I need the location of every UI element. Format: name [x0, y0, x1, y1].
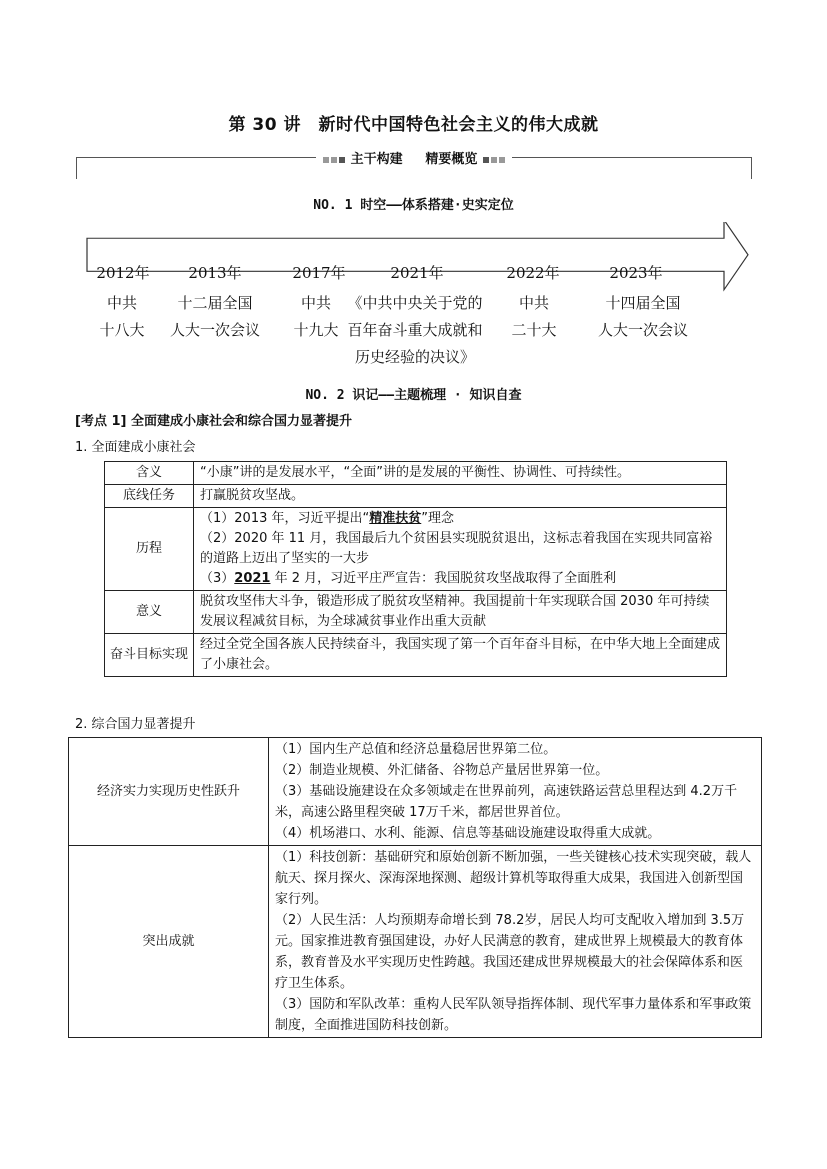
text: （3）国防和军队改革：重构人民军队领导指挥体制、现代军事力量体系和军事政策制度，全面推进国防科技创新。: [275, 997, 752, 1033]
text: （3）: [200, 571, 235, 586]
row-value: [194, 508, 727, 591]
page-title: 第 30 讲 新时代中国特色社会主义的伟大成就: [228, 115, 599, 135]
text: （4）机场港口、水利、能源、信息等基础设施建设取得重大成就。: [275, 826, 661, 841]
text: （1）2013 年，习近平提出“: [200, 511, 370, 526]
xiaokang-table: [104, 461, 727, 677]
guoli-table: [68, 737, 762, 1038]
text: （1）科技创新：基础研究和原始创新不断加强，一些关键核心技术实现突破，载人航天、探月探火、深海深地探测、超级计算机等取得重大成果，我国进入创新型国家行列。: [275, 850, 752, 907]
section2-heading: NO. 2 识记——主题梳理 · 知识自查: [305, 388, 522, 403]
banner-right: 精要概览: [425, 152, 478, 167]
timeline-event: 十四届全国 人大一次会议: [597, 294, 688, 339]
timeline-event: 中共 十八大: [99, 294, 145, 339]
row-value: “小康”讲的是发展水平，“全面”讲的是发展的平衡性、协调性、可持续性。: [194, 462, 727, 485]
text: 年 2 月，习近平庄严宣告：我国脱贫攻坚战取得了全面胜利: [270, 571, 617, 586]
table-row: [105, 634, 727, 677]
text: （3）基础设施建设在众多领域走在世界前列，高速铁路运营总里程达到 4.2万千米，高速公路里程突破 17万千米，都居世界首位。: [275, 784, 738, 820]
section1-heading: NO. 1 时空——体系搭建·史实定位: [313, 198, 514, 213]
row-key: 经济实力实现历史性跃升: [69, 738, 269, 846]
row-value: 脱贫攻坚伟大斗争，锻造形成了脱贫攻坚精神。我国提前十年实现联合国 2030 年可持续发展议程减贫目标，为全球减贫事业作出重大贡献: [194, 591, 727, 634]
banner-left: 主干构建: [350, 152, 403, 167]
highlight-term: 精准扶贫: [369, 511, 422, 526]
table-row: [105, 591, 727, 634]
timeline-year: 2012年: [96, 264, 150, 282]
text: （1）国内生产总值和经济总量稳居世界第二位。: [275, 742, 557, 757]
timeline-year: 2022年: [506, 264, 560, 282]
item1-heading: 1. 全面建成小康社会: [75, 440, 196, 455]
item2-heading: 2. 综合国力显著提升: [75, 717, 196, 732]
row-key: 含义: [105, 462, 194, 485]
timeline-event: 中共 二十大: [511, 294, 557, 339]
row-key: 突出成就: [69, 846, 269, 1038]
timeline-year: 2017年: [292, 264, 346, 282]
table-row: [105, 485, 727, 508]
row-value: [269, 846, 762, 1038]
table-row: [105, 508, 727, 591]
text: （2）2020 年 11 月，我国最后九个贫困县实现脱贫退出，这标志着我国在实现共同富裕的道路上迈出了坚实的一大步: [200, 531, 713, 566]
timeline-event: 中共 十九大: [293, 294, 339, 339]
row-value: [269, 738, 762, 846]
timeline-event: 十二届全国 人大一次会议: [169, 294, 260, 339]
timeline-year: 2023年: [609, 264, 663, 282]
kaodian-heading: [考点 1] 全面建成小康社会和综合国力显著提升: [75, 414, 352, 429]
text: （2）人民生活：人均预期寿命增长到 78.2岁，居民人均可支配收入增加到 3.5万元。国家推进教育强国建设，办好人民满意的教育，建成世界上规模最大的教育体系，教育普及水平实现历史性跨越。我国还建成世界规模最大的社会保障体系和医疗卫生体系。: [275, 913, 745, 991]
highlight-year: 2021: [234, 571, 271, 586]
table-row: [69, 738, 762, 846]
timeline-event: 《中共中央关于党的 百年奋斗重大成就和 历史经验的决议》: [347, 294, 483, 366]
table-row: [69, 846, 762, 1038]
timeline-year: 2021年: [390, 264, 444, 282]
section-banner: [76, 145, 752, 181]
timeline-year: 2013年: [188, 264, 242, 282]
text: （2）制造业规模、外汇储备、谷物总产量居世界第一位。: [275, 763, 609, 778]
row-key: 意义: [105, 591, 194, 634]
row-value: 打赢脱贫攻坚战。: [194, 485, 727, 508]
row-value: 经过全党全国各族人民持续奋斗，我国实现了第一个百年奋斗目标，在中华大地上全面建成了小康社会。: [194, 634, 727, 677]
row-key: 历程: [105, 508, 194, 591]
text: ”理念: [421, 511, 454, 526]
row-key: 奋斗目标实现: [105, 634, 194, 677]
row-key: 底线任务: [105, 485, 194, 508]
table-row: [105, 462, 727, 485]
